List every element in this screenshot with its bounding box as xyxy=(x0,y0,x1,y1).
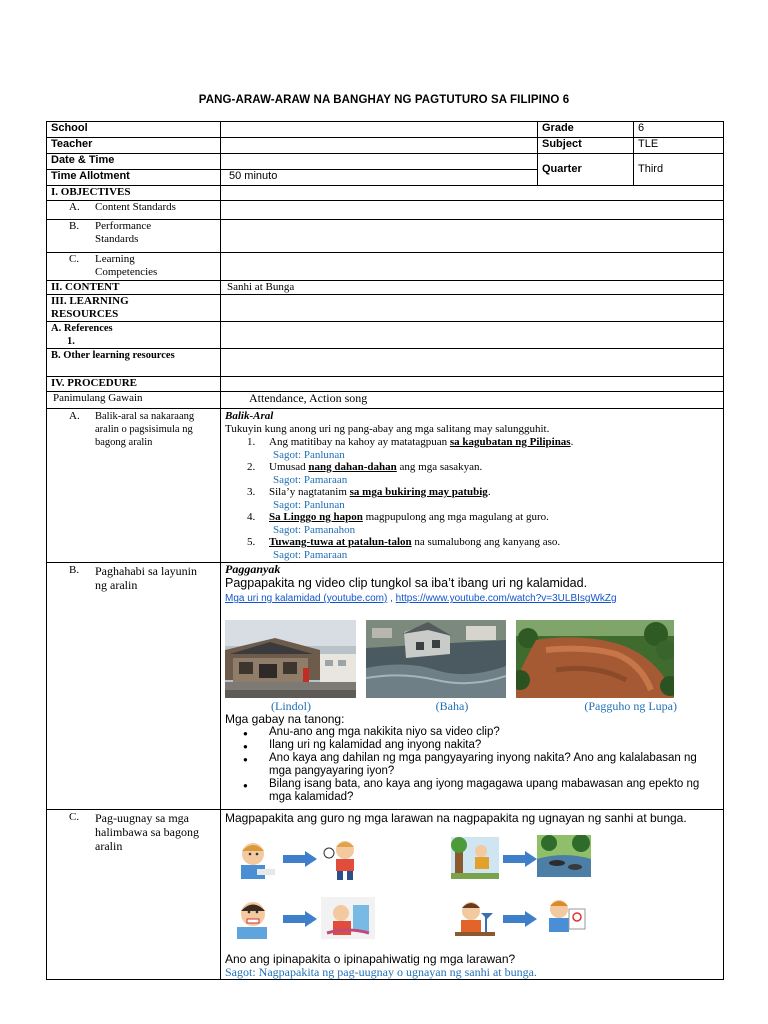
item-number: 1. xyxy=(247,436,256,448)
balik-aral-item xyxy=(247,536,719,561)
item-text: Sila’y nagtatanim xyxy=(269,486,350,498)
item-answer: Sagot: Pamanahon xyxy=(273,523,356,536)
guide-question: ● Bilang isang bata, ano kaya ang iyong magagawa upang mabawasan ang epekto ng mga kalamidad? xyxy=(269,778,719,804)
arrow-icon xyxy=(283,851,317,867)
panimula-value: Attendance, Action song xyxy=(221,392,724,409)
quarter-value: Third xyxy=(634,154,724,186)
item-answer: Sagot: Pamaraan xyxy=(273,548,348,561)
pagganyak-title: Pagganyak xyxy=(225,562,281,576)
balik-aral-item xyxy=(247,486,719,511)
pag-uugnay-question: Ano ang ipinapakita o ipinapahiwatig ng mga larawan? xyxy=(225,952,516,966)
grade-value: 6 xyxy=(634,122,724,138)
school-value[interactable] xyxy=(221,122,538,138)
document-title: PANG-ARAW-ARAW NA BANGHAY NG PAGTUTURO SA FILIPINO 6 xyxy=(198,94,570,106)
child-playing-ball-image xyxy=(321,839,369,881)
guide-question: ● Ano kaya ang dahilan ng mga pangyayaring inyong nakita? Ano ang kalalabasan ng mga pangyayaring iyon? xyxy=(269,752,719,778)
other-resources-label: B. Other learning resources xyxy=(47,349,221,377)
balik-aral-item xyxy=(247,436,719,461)
procedure-a-label: A. Balik-aral sa nakaraang aralin o pagsisimula ng bagong aralin xyxy=(47,409,221,563)
references-value[interactable] xyxy=(221,322,724,349)
procedure-c-label: C. Pag-uugnay sa mga halimbawa sa bagong aralin xyxy=(47,810,221,980)
video-link-title[interactable]: Mga uri ng kalamidad (youtube.com) xyxy=(225,593,388,604)
guide-question: ● Anu-ano ang mga nakikita niyo sa video clip? xyxy=(269,726,719,739)
item-number: 5. xyxy=(247,536,256,548)
date-time-value[interactable] xyxy=(221,154,538,170)
procedure-c-content xyxy=(221,810,724,980)
time-allotment-label: Time Allotment xyxy=(47,170,221,186)
cutting-tree-image xyxy=(451,837,499,879)
landslide-photo xyxy=(516,620,674,698)
balik-aral-item xyxy=(247,511,719,536)
item-text: . xyxy=(570,436,574,448)
quarter-label: Quarter xyxy=(538,154,634,186)
performance-standards-value[interactable] xyxy=(221,220,724,253)
time-allotment-value: 50 minuto xyxy=(221,170,538,186)
underlined-phrase: nang dahan-dahan xyxy=(308,461,397,473)
balik-aral-instruction: Tukuyin kung anong uri ng pang-abay ang mga salitang may salungguhit. xyxy=(225,423,550,435)
item-text: na sumalubong ang kanyang aso. xyxy=(411,536,561,548)
procedure-b-content: Pagganyak Pagpapakita ng video clip tungkol sa iba’t ibang uri ng kalamidad. Mga uri ng kalamidad (youtube.com) , https://www.youtube.com/watch?v=3ULBIsgWkZg (Lindol) (Baha) (Pagguho ng Lupa) Mga gabay na tanong: ● Anu-ano ang mga nakikita niyo sa video clip? ● Ilang uri ng kalamidad ang inyong nakita? ● Ano kaya ang dahilan ng mga pangyayaring inyong nakita? Ano ang kalalabasan ng mga pangyayaring iyon? ● Bilang isang bata, ano kaya ang iyong magagawa upang mabawasan ang epekto ng mga kalamidad? xyxy=(221,563,724,810)
teacher-value[interactable] xyxy=(221,138,538,154)
learning-resources-value[interactable] xyxy=(221,295,724,322)
procedure-heading: IV. PROCEDURE xyxy=(47,377,221,392)
item-answer: Sagot: Panlunan xyxy=(273,498,345,511)
arrow-icon xyxy=(283,911,317,927)
pag-uugnay-answer: Sagot: Nagpapakita ng pag-uugnay o ugnayan ng sanhi at bunga. xyxy=(225,965,537,979)
references-label: A. References 1. xyxy=(47,322,221,349)
child-good-grade-image xyxy=(541,897,589,939)
content-value: Sanhi at Bunga xyxy=(221,281,724,295)
item-number: 2. xyxy=(247,461,256,473)
child-eating-image xyxy=(231,839,279,881)
subject-value: TLE xyxy=(634,138,724,154)
underlined-phrase: sa kagubatan ng Pilipinas xyxy=(449,436,571,448)
item-answer: Sagot: Pamaraan xyxy=(273,473,348,486)
grade-label: Grade xyxy=(538,122,634,138)
child-brushing-image xyxy=(231,899,279,941)
arrow-icon xyxy=(503,911,537,927)
content-heading: II. CONTENT xyxy=(47,281,221,295)
arrow-icon xyxy=(503,851,537,867)
learning-competencies-label: C. Learning Competencies xyxy=(47,253,221,281)
item-text: ang mga sasakyan. xyxy=(396,461,483,473)
disaster-photos xyxy=(225,620,719,698)
item-text: Umusad xyxy=(269,461,309,473)
caption-baha: (Baha) xyxy=(435,699,469,713)
caption-pagguho: (Pagguho ng Lupa) xyxy=(584,699,677,713)
underlined-phrase: sa mga bukiring may patubig xyxy=(349,486,488,498)
balik-aral-title: Balik-Aral xyxy=(225,410,274,422)
pagganyak-intro: Pagpapakita ng video clip tungkol sa iba’t ibang uri ng kalamidad. xyxy=(225,576,588,590)
procedure-b-label: B. Paghahabi sa layunin ng aralin xyxy=(47,563,221,810)
other-resources-value[interactable] xyxy=(221,349,724,377)
item-text: Ang matitibay na kahoy ay matatagpuan xyxy=(269,436,450,448)
item-number: 4. xyxy=(247,511,256,523)
learning-competencies-value[interactable] xyxy=(221,253,724,281)
guide-questions-label: Mga gabay na tanong: xyxy=(225,712,345,726)
subject-label: Subject xyxy=(538,138,634,154)
balik-aral-list xyxy=(225,436,719,561)
underlined-phrase: Tuwang-tuwa at patalun-talon xyxy=(269,536,412,548)
performance-standards-label: B. Performance Standards xyxy=(47,220,221,253)
guide-question: ● Ilang uri ng kalamidad ang inyong nakita? xyxy=(269,739,719,752)
content-standards-label: A. Content Standards xyxy=(47,201,221,220)
flooding-image xyxy=(537,835,591,877)
objectives-heading: I. OBJECTIVES xyxy=(47,186,221,201)
school-label: School xyxy=(47,122,221,138)
balik-aral-item xyxy=(247,461,719,486)
guide-questions-list xyxy=(225,726,719,804)
date-time-label: Date & Time xyxy=(47,154,221,170)
item-number: 3. xyxy=(247,486,256,498)
underlined-phrase: Sa Linggo ng hapon xyxy=(269,511,363,523)
caption-lindol: (Lindol) xyxy=(271,699,311,713)
panimula-label: Panimulang Gawain xyxy=(47,392,221,409)
item-answer: Sagot: Panlunan xyxy=(273,448,345,461)
cause-effect-images xyxy=(225,833,719,953)
item-text: . xyxy=(487,486,491,498)
video-link-url[interactable]: https://www.youtube.com/watch?v=3ULBIsgWkZg xyxy=(395,593,617,604)
child-studying-image xyxy=(451,899,499,941)
procedure-a-content xyxy=(221,409,724,563)
pag-uugnay-intro: Magpapakita ang guro ng mga larawan na nagpapakita ng ugnayan ng sanhi at bunga. xyxy=(225,811,687,825)
content-standards-value[interactable] xyxy=(221,201,724,220)
dentist-visit-image xyxy=(321,897,375,939)
item-text: magpupulong ang mga magulang at guro. xyxy=(362,511,549,523)
flood-photo xyxy=(366,620,506,698)
earthquake-photo xyxy=(225,620,356,698)
teacher-label: Teacher xyxy=(47,138,221,154)
lesson-plan-table xyxy=(46,121,724,980)
learning-resources-heading: III. LEARNING RESOURCES xyxy=(47,295,221,322)
